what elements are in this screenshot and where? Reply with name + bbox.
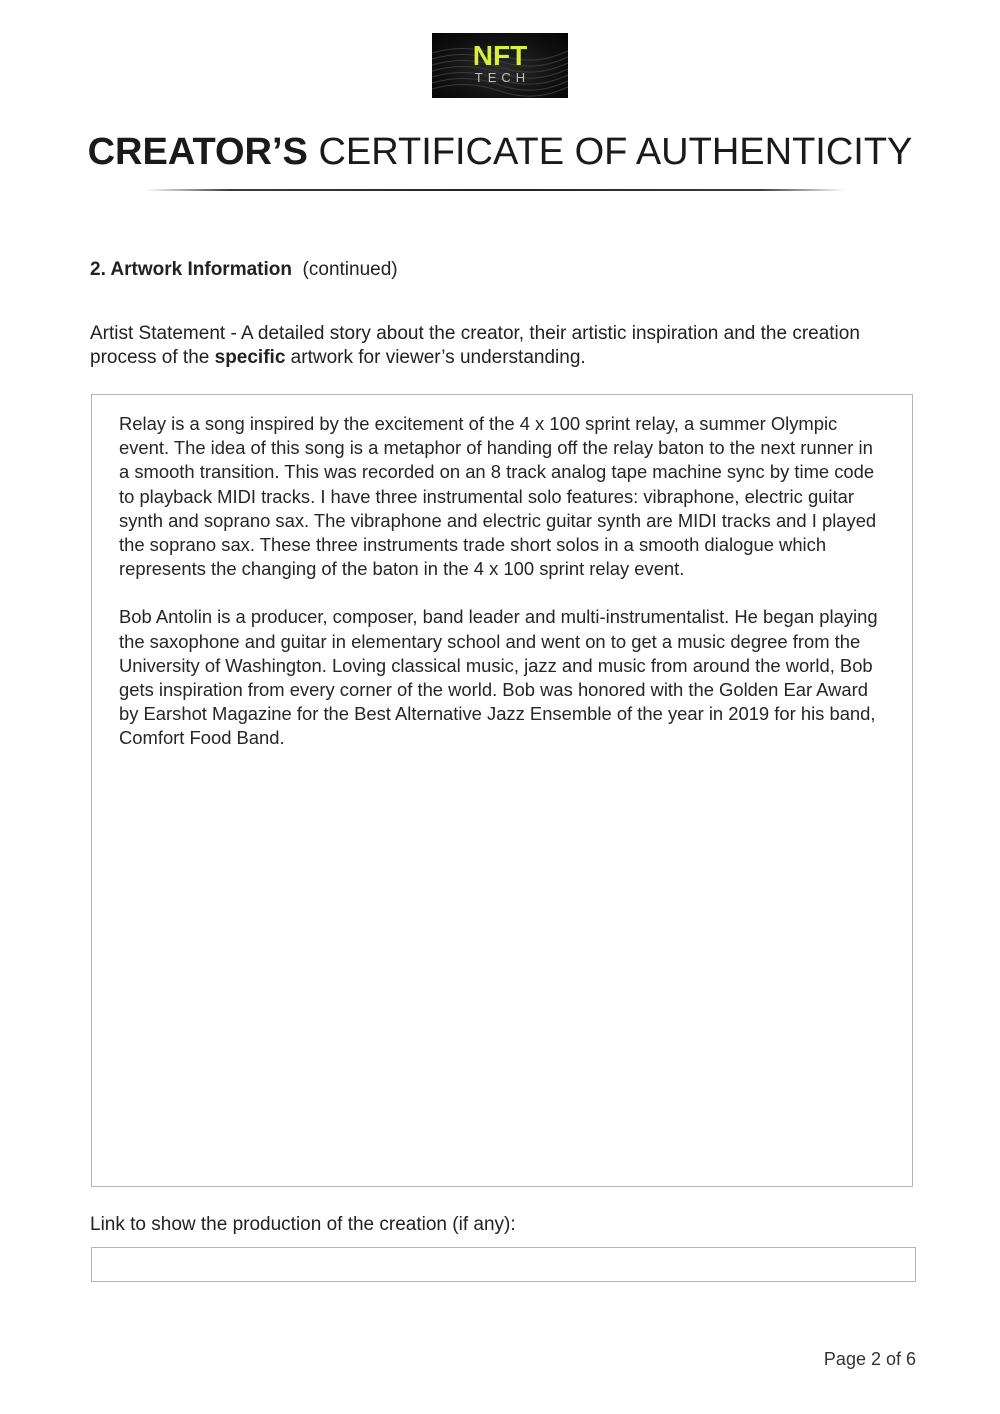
title-bold-part: CREATOR’S (87, 131, 308, 173)
production-link-field[interactable] (91, 1247, 916, 1282)
section-heading-suffix: (continued) (302, 259, 398, 280)
statement-paragraph: Relay is a song inspired by the excitement of the 4 x 100 sprint relay, a summer Olympic event. The idea of this song is a metaphor of handing off the relay baton to the next runner in a smooth transition. This was recorded on an 8 track analog tape machine sync by time code to playback MIDI tracks. I have three instrumental solo features: vibraphone, electric guitar synth and soprano sax. The vibraphone and electric guitar synth are MIDI tracks and I played the soprano sax. These three instruments trade short solos in a smooth dialogue which represents the changing of the baton in the 4 x 100 sprint relay event. (119, 413, 877, 580)
intro-text-emphasis: specific (214, 347, 286, 368)
intro-text-after: artwork for viewer’s understanding. (285, 347, 586, 368)
title-regular-part: CERTIFICATE OF AUTHENTICITY (318, 131, 913, 173)
logo-tech-text: TECH (474, 70, 531, 85)
artist-statement-text (119, 412, 884, 775)
nft-tech-logo (432, 33, 568, 98)
document-title (0, 128, 1000, 176)
section-heading (90, 257, 398, 283)
logo-nft-text: NFT (472, 40, 528, 71)
statement-paragraph: Bob Antolin is a producer, composer, band leader and multi-instrumentalist. He began playing the saxophone and guitar in elementary school and went on to get a music degree from the University of Washington. Loving classical music, jazz and music from around the world, Bob gets inspiration from every corner of the world. Bob was honored with the Golden Ear Award by Earshot Magazine for the Best Alternative Jazz Ensemble of the year in 2019 for his band, Comfort Food Band. (119, 606, 878, 749)
artist-statement-intro (90, 322, 890, 370)
page-number: Page 2 of 6 (823, 1349, 916, 1369)
production-link-label: Link to show the production of the creation (if any): (90, 1214, 516, 1235)
intro-text-before: Artist Statement - A detailed story about the creator, their artistic inspiration and the creation process of the (90, 323, 860, 368)
artist-statement-field[interactable] (91, 394, 913, 1187)
title-divider (145, 189, 845, 191)
section-heading-title: 2. Artwork Information (90, 259, 292, 280)
